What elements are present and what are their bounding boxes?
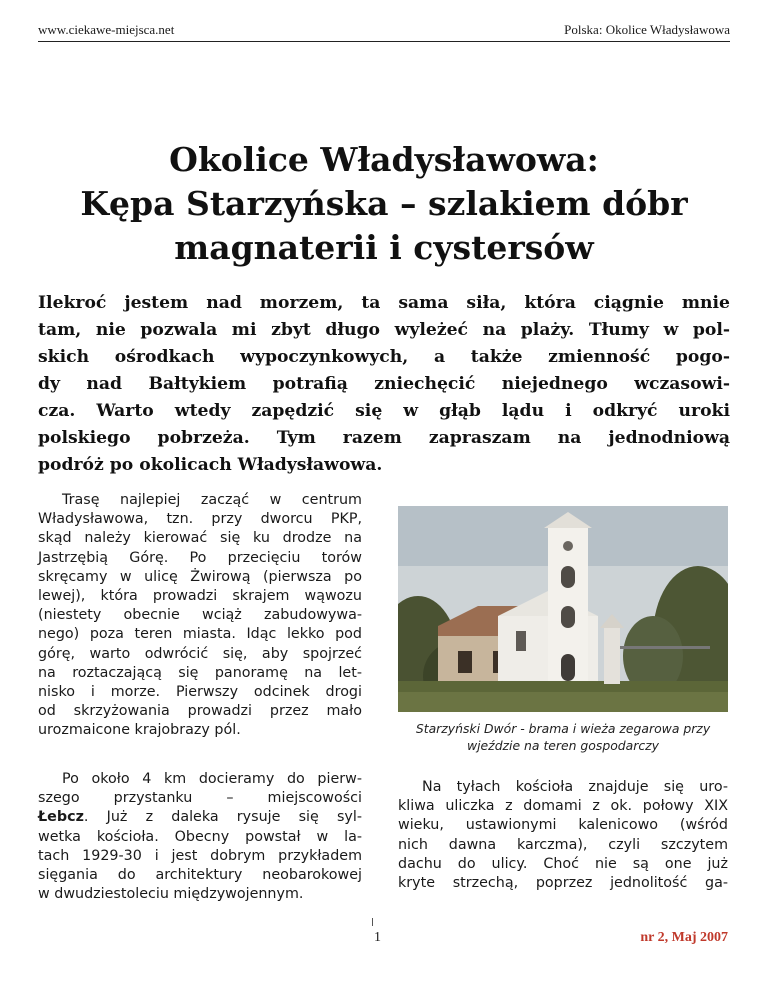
text-line: wetka kościoła. Obecny powstał w la- (38, 828, 362, 845)
text-line: wieku, ustawionymi kalenicowo (wśród (398, 817, 728, 834)
footer-divider (372, 918, 373, 926)
text-line: urozmaicone krajobrazy pól. (38, 722, 241, 739)
lead-line: dy nad Bałtykiem potrafią zniechęcić niejednego wczasowi- (38, 374, 730, 394)
text-line: od skrzyżowania prowadzi przez mało (38, 703, 362, 720)
text-line: skręcamy w ulicę Żwirową (pierwsza po (38, 568, 362, 585)
issue-label: nr 2, Maj 2007 (640, 930, 728, 945)
article-title (38, 138, 730, 270)
body-paragraph-1 (38, 491, 362, 741)
text-line: Jastrzębią Górę. Po przecięciu torów (38, 549, 362, 566)
body-paragraph-2 (38, 770, 362, 904)
title-line-2: Kępa Starzyńska – szlakiem dóbr (80, 184, 688, 223)
photo-illustration (398, 506, 728, 712)
title-line-1: Okolice Władysławowa: (169, 140, 599, 179)
church-photo (398, 506, 728, 712)
text-line: dachu do ulicy. Choć nie są one już (398, 855, 728, 872)
lead-line: Ilekroć jestem nad morzem, ta sama siła, która ciągnie mnie (38, 293, 730, 313)
text-line: Na tyłach kościoła znajduje się uro- (422, 779, 728, 795)
page-header (38, 20, 730, 42)
text-line: w dwudziestoleciu międzywojennym. (38, 886, 304, 903)
text-line: Władysławowa, tzn. przy dworcu PKP, (38, 511, 362, 528)
text-line: szego przystanku – miejscowości (38, 790, 362, 807)
text-line: kryte strzechą, poprzez jednolitość ga- (398, 875, 728, 892)
text-fragment: . Już z daleka rysuje się syl- (83, 809, 362, 826)
site-url[interactable]: www.ciekawe-miejsca.net (38, 22, 175, 37)
text-line: Trasę najlepiej zacząć w centrum (62, 492, 362, 508)
photo-caption (398, 720, 728, 754)
lead-line: podróż po okolicach Władysławowa. (38, 455, 383, 475)
text-line: nich dawna karczma), czyli szczytem (398, 836, 728, 853)
text-line: sięgania do architektury neobarokowej (38, 867, 362, 884)
text-line: górę, warto odwrócić się, aby spojrzeć (38, 645, 362, 662)
text-line: na roztaczającą się panoramę na let- (38, 664, 362, 681)
page-number: 1 (374, 930, 381, 945)
lead-line: tam, nie pozwala mi zbyt długo wyleżeć na plaży. Tłumy w pol- (38, 320, 730, 340)
text-line: Po około 4 km docieramy do pierw- (62, 771, 362, 787)
text-line: kliwa uliczka z domami z ok. połowy XIX (398, 798, 728, 815)
lead-line: skich ośrodkach wypoczynkowych, a także zmienność pogo- (38, 347, 730, 367)
text-line: tach 1929-30 i jest dobrym przykładem (38, 847, 362, 864)
title-line-3: magnaterii i cystersów (174, 228, 594, 267)
text-line: nisko i morze. Pierwszy odcinek drogi (38, 684, 362, 701)
place-name-lebcz: Łebcz (38, 809, 84, 826)
body-paragraph-3 (398, 778, 728, 893)
text-line: nego) poza teren miasta. Idąc lekko pod (38, 626, 362, 643)
lead-paragraph (38, 290, 730, 479)
caption-line-1: Starzyński Dwór - brama i wieża zegarowa przy (415, 721, 711, 736)
text-line: (niestety obecnie wciąż zabudowywa- (38, 607, 362, 624)
lead-line: cza. Warto wtedy zapędzić się w głąb lądu i odkryć uroki (38, 401, 730, 421)
section-name: Polska: Okolice Władysławowa (564, 22, 730, 37)
caption-line-2: wjeździe na teren gospodarczy (466, 738, 659, 753)
lead-line: polskiego pobrzeża. Tym razem zapraszam na jednodniową (38, 428, 730, 448)
text-line: lewej), która prowadzi skrajem wąwozu (38, 588, 362, 605)
text-line (38, 808, 362, 827)
text-line: skąd należy kierować się ku drodze na (38, 530, 362, 547)
